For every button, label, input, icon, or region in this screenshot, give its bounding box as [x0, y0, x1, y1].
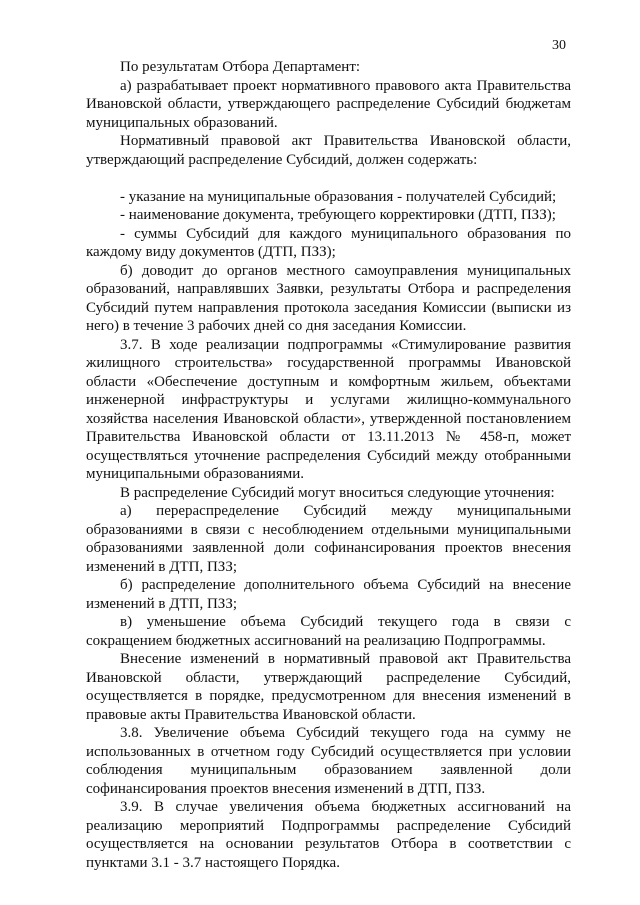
- paragraph-clarifications-intro: В распределение Субсидий могут вноситься следующие уточнения:: [120, 484, 555, 501]
- blank-line: [86, 169, 571, 188]
- paragraph-clarification-c: в) уменьшение объема Субсидий текущего года в связи с сокращением бюджетных ассигнований на реализацию Подпрограммы.: [86, 614, 571, 649]
- paragraph-act-contents: Нормативный правовой акт Правительства Ивановской области, утверждающий распределение Субсидий, должен содержать:: [86, 133, 571, 168]
- paragraph-amendments: Внесение изменений в нормативный правовой акт Правительства Ивановской области, утверждающий распределение Субсидий, осуществляется в порядке, предусмотренном для внесения изменений в правовые акты Правительства Ивановской области.: [86, 651, 571, 723]
- paragraph-section-3-9: 3.9. В случае увеличения объема бюджетных ассигнований на реализацию мероприятий Подпрограммы распределение Субсидий осуществляется на основании результатов Отбора в соответствии с пунктами 3.1 - 3.7 настоящего Порядка.: [86, 799, 571, 871]
- list-item-recipients: - указание на муниципальные образования - получателей Субсидий;: [120, 188, 557, 205]
- list-item-document-name: - наименование документа, требующего корректировки (ДТП, ПЗЗ);: [120, 207, 556, 223]
- paragraph-item-b-notify: б) доводит до органов местного самоуправления муниципальных образований, направлявших Заявки, результаты Отбора и распределения Субсидий путем направления протокола заседания Комиссии (выписки из него) в течение 3 рабочих дней со дня заседания Комиссии.: [86, 262, 571, 334]
- paragraph-section-3-7: 3.7. В ходе реализации подпрограммы «Стимулирование развития жилищного строительства» государственной программы Ивановской области «Обеспечение доступным и комфортным жильем, объектами инженерной инфраструктуры и услугами жилищно-коммунального хозяйства населения Ивановской области», утвержденной постановлением Правительства Ивановской области от 13.11.2013 № 458-п, может осуществляться уточнение распределения Субсидий между отобранными муниципальными образованиями.: [86, 336, 571, 482]
- paragraph-selection-results: По результатам Отбора Департамент:: [120, 59, 361, 75]
- page-number: 30: [552, 38, 566, 53]
- document-body: [86, 58, 571, 872]
- list-item-subsidy-amounts: - суммы Субсидий для каждого муниципального образования по каждому виду документов (ДТП, ПЗЗ);: [86, 225, 571, 260]
- paragraph-clarification-a: а) перераспределение Субсидий между муниципальными образованиями в связи с несоблюдением отдельными муниципальными образованиями заявленной доли софинансирования проектов внесения изменений в ДТП, ПЗЗ;: [86, 503, 571, 575]
- paragraph-clarification-b: б) распределение дополнительного объема Субсидий на внесение изменений в ДТП, ПЗЗ;: [86, 577, 571, 612]
- paragraph-item-a-draft-act: а) разрабатывает проект нормативного правового акта Правительства Ивановской области, утверждающего распределение Субсидий бюджетам муниципальных образований.: [86, 77, 571, 131]
- paragraph-section-3-8: 3.8. Увеличение объема Субсидий текущего года на сумму не использованных в отчетном году Субсидий осуществляется при условии соблюдения муниципальным образованием заявленной доли софинансирования проектов внесения изменений в ДТП, ПЗЗ.: [86, 725, 571, 797]
